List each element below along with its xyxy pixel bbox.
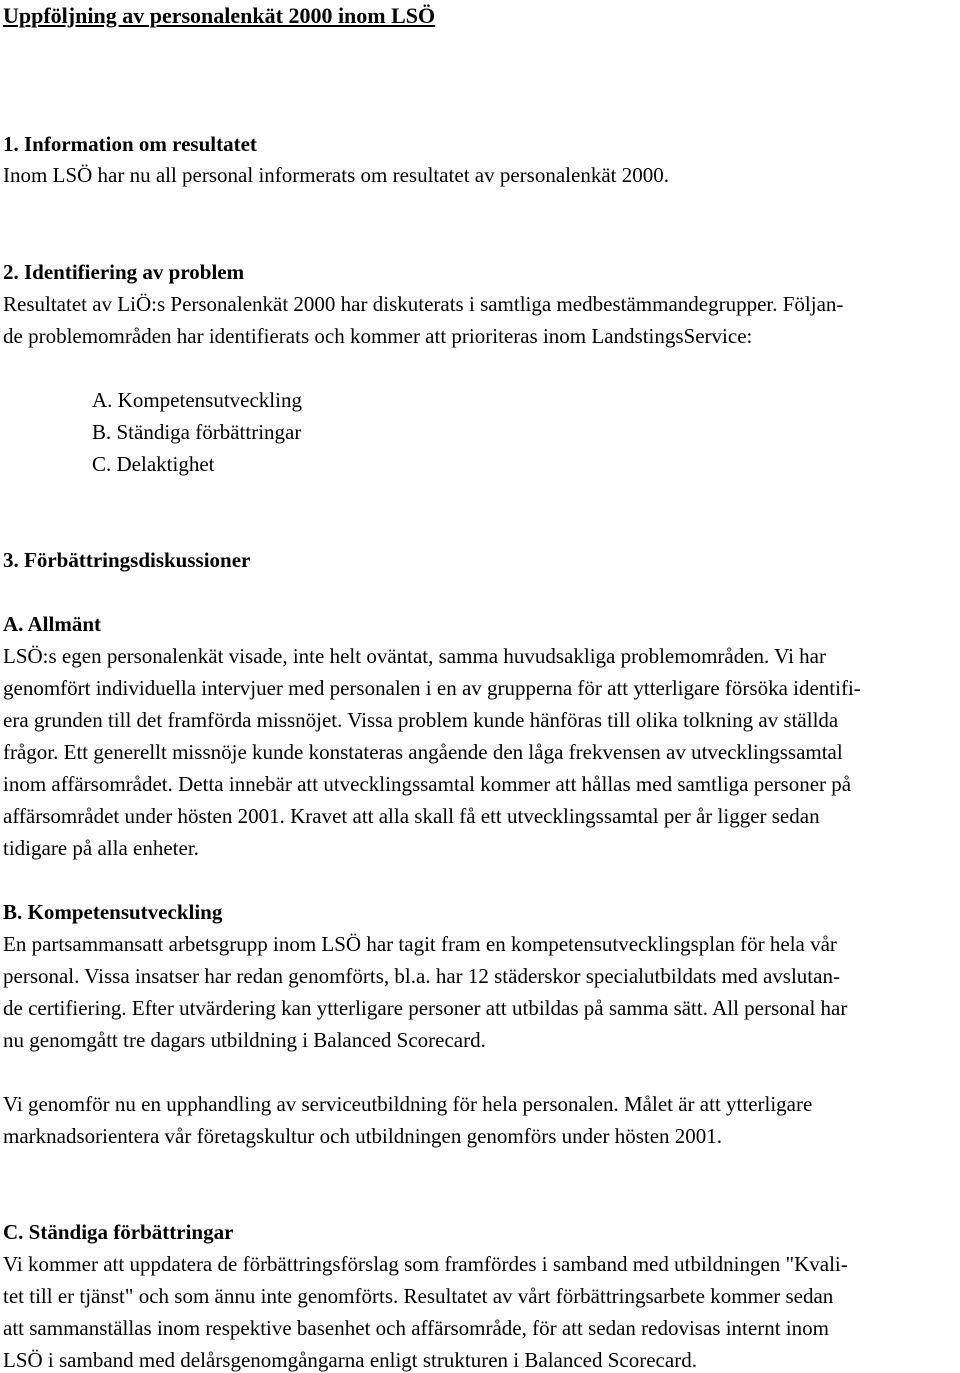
subsection-b-text-line: nu genomgått tre dagars utbildning i Balanced Scorecard. (3, 1028, 486, 1052)
section-2-text-line: de problemområden har identifierats och kommer att prioriteras inom LandstingsService: (3, 324, 753, 348)
subsection-b-heading: B. Kompetensutveckling (3, 900, 223, 924)
subsection-c-text-line: tet till er tjänst" och som ännu inte genomförts. Resultatet av vårt förbättringsarbete kommer sedan (3, 1284, 834, 1308)
section-1-text-line: Inom LSÖ har nu all personal informerats om resultatet av personalenkät 2000. (3, 163, 669, 187)
subsection-b-text-line: En partsammansatt arbetsgrupp inom LSÖ har tagit fram en kompetensutvecklingsplan för hela vår (3, 932, 837, 956)
subsection-a-text-line: era grunden till det framförda missnöjet. Vissa problem kunde hänföras till olika tolkning av ställda (3, 708, 839, 732)
problem-list-item: A. Kompetensutveckling (92, 388, 302, 412)
subsection-a-text-line: inom affärsområdet. Detta innebär att utvecklingssamtal kommer att hållas med samtliga personer på (3, 772, 852, 796)
subsection-b-text-line: marknadsorientera vår företagskultur och utbildningen genomförs under hösten 2001. (3, 1124, 723, 1148)
page-title: Uppföljning av personalenkät 2000 inom LSÖ (3, 3, 436, 28)
subsection-b-text-line: de certifiering. Efter utvärdering kan ytterligare personer att utbildas på samma sätt. All personal har (3, 996, 848, 1020)
subsection-a-text-line: genomfört individuella intervjuer med personalen i en av grupperna för att ytterligare försöka identifi- (3, 676, 861, 700)
subsection-a-heading: A. Allmänt (3, 612, 102, 636)
subsection-a-text-line: LSÖ:s egen personalenkät visade, inte helt oväntat, samma huvudsakliga problemområden. Vi har (3, 644, 826, 668)
subsection-c-text-line: att sammanställas inom respektive basenhet och affärsområde, för att sedan redovisas internt inom (3, 1316, 829, 1340)
subsection-c-text-line: LSÖ i samband med delårsgenomgångarna enligt strukturen i Balanced Scorecard. (3, 1348, 697, 1372)
subsection-c-heading: C. Ständiga förbättringar (3, 1220, 234, 1244)
subsection-b-text-line: personal. Vissa insatser har redan genomförts, bl.a. har 12 städerskor specialutbildats med avslutan- (3, 964, 840, 988)
subsection-a-text-line: affärsområdet under hösten 2001. Kravet att alla skall få ett utvecklingssamtal per år ligger sedan (3, 804, 820, 828)
section-2-heading: 2. Identifiering av problem (3, 260, 245, 284)
problem-list-item: C. Delaktighet (92, 452, 215, 476)
section-2-text-line: Resultatet av LiÖ:s Personalenkät 2000 har diskuterats i samtliga medbestämmandegrupper. Följan- (3, 292, 844, 316)
subsection-c-text-line: Vi kommer att uppdatera de förbättringsförslag som framfördes i samband med utbildningen "Kvali- (3, 1252, 848, 1276)
subsection-a-text-line: tidigare på alla enheter. (3, 836, 199, 860)
section-3-heading: 3. Förbättringsdiskussioner (3, 548, 251, 572)
subsection-a-text-line: frågor. Ett generellt missnöje kunde konstateras angående den låga frekvensen av utvecklingssamtal (3, 740, 843, 764)
problem-list-item: B. Ständiga förbättringar (92, 420, 302, 444)
section-1-heading: 1. Information om resultatet (3, 132, 257, 156)
subsection-b-text-line: Vi genomför nu en upphandling av serviceutbildning för hela personalen. Målet är att ytterligare (3, 1092, 813, 1116)
